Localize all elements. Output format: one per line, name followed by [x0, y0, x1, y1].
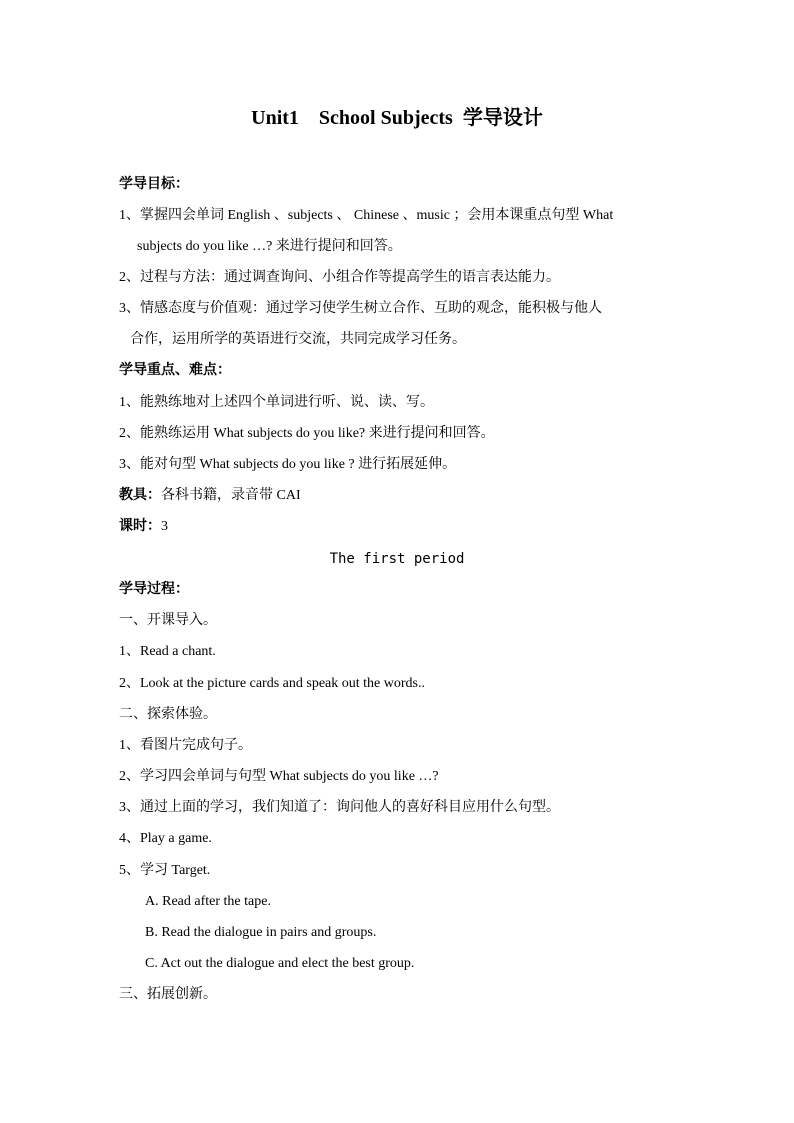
process-s2-item-3: 3、通过上面的学习，我们知道了：询问他人的喜好科目应用什么句型。 [119, 800, 560, 815]
key-points-item-3: 3、能对句型 What subjects do you like ? 进行拓展延伸。 [119, 457, 457, 472]
goals-item-3-line-2: 合作，运用所学的英语进行交流，共同完成学习任务。 [130, 332, 466, 347]
process-heading: 学导过程： [119, 582, 189, 597]
process-section-2: 二、探索体验。 [119, 707, 217, 722]
period-title: The first period [329, 551, 465, 567]
process-s2-sub-c: C. Act out the dialogue and elect the best group. [145, 956, 415, 971]
process-s2-sub-a: A. Read after the tape. [145, 894, 271, 909]
goals-item-2: 2、过程与方法：通过调查询问、小组合作等提高学生的语言表达能力。 [119, 270, 560, 285]
process-s2-item-2: 2、学习四会单词与句型 What subjects do you like …? [119, 769, 439, 784]
key-points-item-1: 1、能熟练地对上述四个单词进行听、说、读、写。 [119, 395, 434, 410]
goals-item-3-line-1: 3、情感态度与价值观：通过学习使学生树立合作、互助的观念，能积极与他人 [119, 301, 602, 316]
process-s1-item-1: 1、Read a chant. [119, 644, 216, 659]
hours-label: 课时： [119, 519, 161, 534]
process-section-3: 三、拓展创新。 [119, 987, 217, 1002]
goals-item-1-line-2: subjects do you like …? 来进行提问和回答。 [137, 239, 402, 254]
process-s2-item-1: 1、看图片完成句子。 [119, 738, 252, 753]
goals-heading: 学导目标： [119, 177, 189, 192]
key-points-heading: 学导重点、难点： [119, 363, 231, 378]
goals-item-1-line-1: 1、掌握四会单词 English 、subjects 、 Chinese 、music ；会用本课重点句型 What [119, 208, 614, 223]
process-s2-item-4: 4、Play a game. [119, 831, 212, 846]
hours-line [119, 517, 168, 537]
process-s1-item-2: 2、Look at the picture cards and speak out the words.. [119, 676, 425, 691]
process-s2-item-5: 5、学习 Target. [119, 863, 211, 878]
tools-label: 教具： [119, 488, 161, 503]
process-s2-sub-b: B. Read the dialogue in pairs and groups. [145, 925, 377, 940]
hours-value: 3 [161, 519, 168, 534]
document-title: Unit1 School Subjects 学导设计 [251, 107, 543, 129]
tools-line [119, 486, 301, 506]
key-points-item-2: 2、能熟练运用 What subjects do you like? 来进行提问和回答。 [119, 426, 495, 441]
process-section-1: 一、开课导入。 [119, 613, 217, 628]
tools-value: 各科书籍，录音带 CAI [161, 488, 301, 503]
